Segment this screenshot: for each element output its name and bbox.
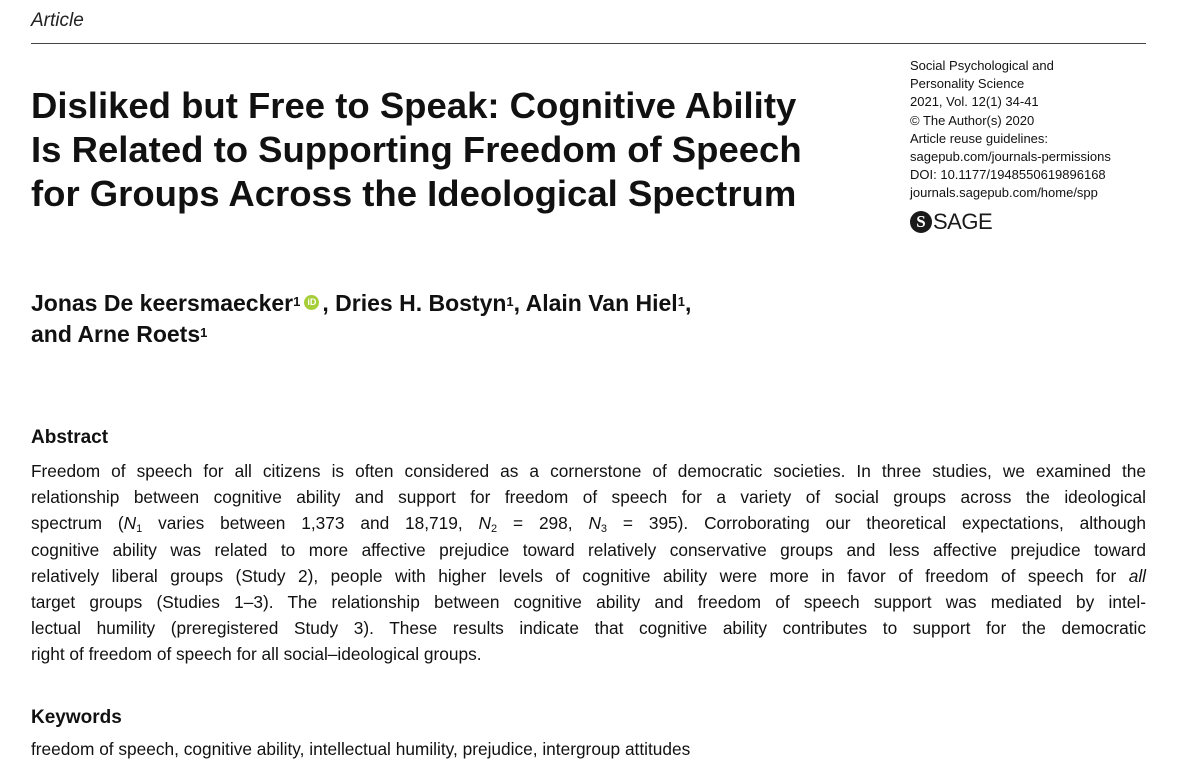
affiliation-marker: 1 [293, 294, 301, 309]
author-name[interactable]: Alain Van Hiel [525, 290, 678, 316]
affiliation-marker: 1 [200, 325, 208, 340]
author-line: and Arne Roets$^1$ [31, 321, 208, 347]
paper-title [31, 84, 871, 216]
copyright: © The Author(s) 2020 [910, 112, 1035, 128]
article-type-label: Article [31, 10, 84, 31]
sage-wordmark: SAGE [933, 209, 993, 234]
abstract-heading: Abstract [31, 427, 109, 448]
title-line: for Groups Across the Ideological Spectrum [31, 173, 797, 214]
sage-logo [910, 209, 992, 235]
header-rule [31, 43, 1146, 44]
abstract-line: spectrum ($N_1$ varies between 1,373 and 18,719, $N_2 = 298$, $N_3 = 395$). Corroborating our theoretical expectations, although [31, 513, 1146, 536]
author-line: Jonas De keersmaecker$^1$ iD , Dries H. Bostyn$^1$, Alain Van Hiel$^1$, [31, 290, 692, 316]
abstract-line: lectual humility (preregistered Study 3). These results indicate that cognitive ability contributes to support for the democratic [31, 618, 1146, 639]
journal-name-line: Personality Science [910, 76, 1025, 92]
doi-link[interactable]: DOI: 10.1177/1948550619896168 [910, 167, 1106, 183]
keywords-list: freedom of speech, cognitive ability, intellectual humility, prejudice, intergroup attitudes [31, 739, 691, 759]
author-name[interactable]: Dries H. Bostyn [335, 290, 507, 316]
journal-info [910, 57, 1150, 203]
reuse-label: Article reuse guidelines: [910, 130, 1049, 146]
abstract-line: cognitive ability was related to more affective prejudice toward relatively conservative groups and less affective prejudice toward [31, 539, 1146, 560]
author-list [31, 288, 931, 350]
title-line: Disliked but Free to Speak: Cognitive Ability [31, 85, 797, 126]
sage-s-icon: S [910, 211, 932, 233]
orcid-icon[interactable]: iD [304, 295, 319, 310]
permissions-link[interactable]: sagepub.com/journals-permissions [910, 149, 1111, 165]
author-name[interactable]: Jonas De keersmaecker [31, 290, 294, 316]
journal-volume: 2021, Vol. 12(1) 34-41 [910, 94, 1039, 110]
author-name[interactable]: Arne Roets [77, 321, 201, 347]
journal-name-line: Social Psychological and [910, 58, 1054, 73]
affiliation-marker: 1 [677, 294, 685, 309]
affiliation-marker: 1 [506, 294, 514, 309]
keywords-heading: Keywords [31, 707, 122, 728]
abstract-line: relationship between cognitive ability and support for freedom of speech for a variety of social groups across the ideological [31, 487, 1146, 508]
abstract-line: right of freedom of speech for all social–ideological groups. [31, 644, 482, 665]
abstract-line: target groups (Studies 1–3). The relationship between cognitive ability and freedom of speech support was mediated by intel- [31, 592, 1146, 613]
title-line: Is Related to Supporting Freedom of Speech [31, 129, 802, 170]
abstract-line: relatively liberal groups (Study 2), people with higher levels of cognitive ability were more in favor of freedom of speech for all [31, 565, 1146, 586]
abstract-body [31, 458, 1146, 668]
abstract-line: Freedom of speech for all citizens is often considered as a cornerstone of democratic societies. In three studies, we examined the [31, 461, 1146, 481]
journal-home-link[interactable]: journals.sagepub.com/home/spp [910, 185, 1098, 201]
